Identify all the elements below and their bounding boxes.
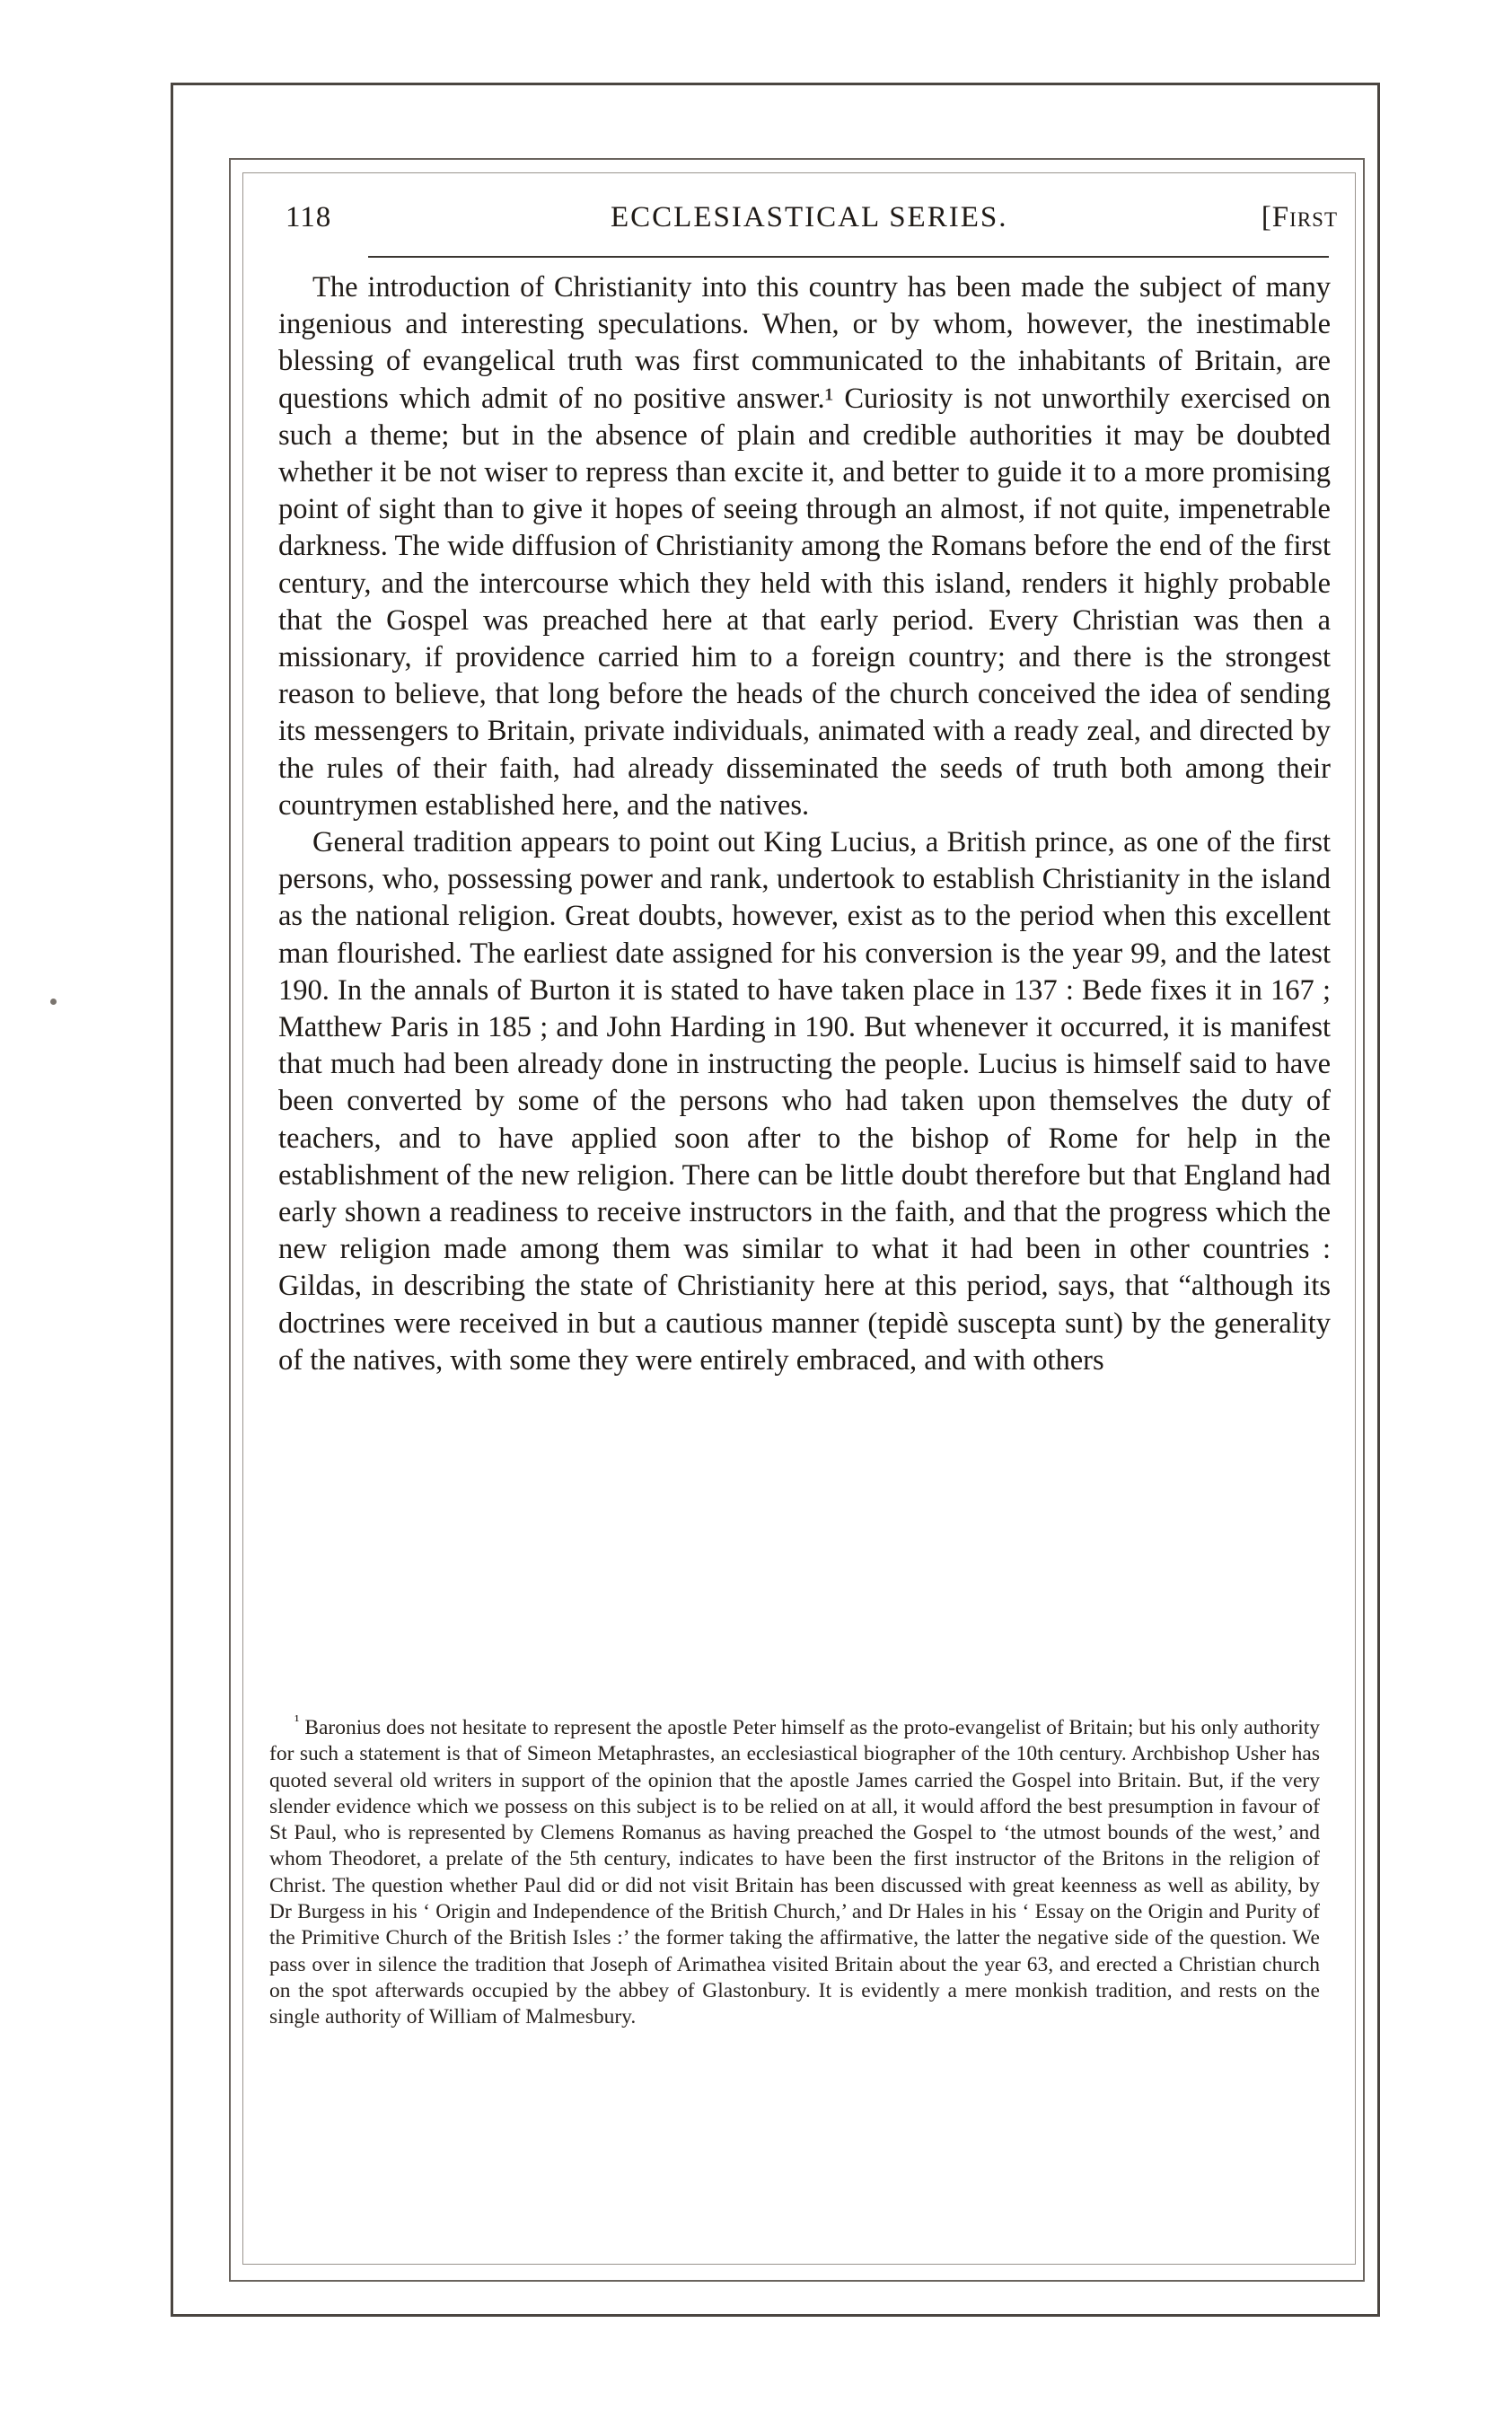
paragraph: The introduction of Christianity into this country has been made the subject of many ingenious and interesting speculations. When, or by whom, however, the inestimable blessing of evangelical truth was first communicated to the inhabitants of Britain, are questions which admit of no positive answer.¹ Curiosity is not unworthily exercised on such a theme; but in the absence of plain and credible authorities it may be doubted whether it be not wiser to repress than excite it, and better to guide it to a more promising point of sight than to give it hopes of seeing through an almost, if not quite, impenetrable darkness. The wide diffusion of Christianity among the Romans before the end of the first century, and the intercourse which they held with this island, renders it highly probable that the Gospel was preached here at that early period. Every Christian was then a missionary, if providence carried him to a foreign country; and there is the strongest reason to believe, that long before the heads of the church conceived the idea of sending its messengers to Britain, private individuals, animated with a ready zeal, and directed by the rules of their faith, had already disseminated the seeds of truth both among their countrymen established here, and the natives. xyxy=(278,271,1331,822)
header-rule xyxy=(368,256,1329,258)
paragraph: General tradition appears to point out King Lucius, a British prince, as one of the first persons, who, possessing power and rank, undertook to establish Christianity in the island as the national religion. Great doubts, however, exist as to the period when this excellent man flourished. The earliest date assigned for his conversion is the year 99, and the latest 190. In the annals of Burton it is stated to have taken place in 137 : Bede fixes it in 167 ; Matthew Paris in 185 ; and John Harding in 190. But whenever it occurred, it is manifest that much had been already done in instructing the people. Lucius is himself said to have been converted by some of the persons who had taken upon themselves the duty of teachers, and to have applied soon after to the bishop of Rome for help in the establishment of the new religion. There can be little doubt therefore but that England had early shown a readiness to receive instructors in the faith, and that the progress which the new religion made among them was similar to what it had been in other countries : Gildas, in describing the state of Christianity here at this period, says, that “although its doctrines were received in but a cautious manner (tepidè suscepta sunt) by the generality of the natives, with some they were entirely embraced, and with others xyxy=(278,826,1331,1377)
main-text xyxy=(278,269,1331,1379)
margin-dot xyxy=(50,999,57,1005)
page-header xyxy=(286,201,1338,246)
footnote-text: Baronius does not hesitate to represent the apostle Peter himself as the proto-evangelist of Britain; but his only authority for such a statement is that of Simeon Metaphrastes, an ecclesiastical biographer of the 10th century. Archbishop Usher has quoted several old writers in support of the opinion that the apostle James carried the Gospel into Britain. But, if the very slender evidence which we possess on this subject is to be relied on at all, it would afford the best presumption in favour of St Paul, who is represented by Clemens Romanus as having preached the Gospel to ‘the utmost bounds of the west,’ and whom Theodoret, a prelate of the 5th century, indicates to have been the first instructor of the Britons in the religion of Christ. The question whether Paul did or did not visit Britain has been discussed with great keenness as well as ability, by Dr Burgess in his ‘ Origin and Independence of the British Church,’ and Dr Hales in his ‘ Essay on the Origin and Purity of the Primitive Church of the British Isles :’ the former taking the affirmative, the latter the negative side of the question. We pass over in silence the tradition that Joseph of Arimathea visited Britain about the year 63, and erected a Christian church on the spot afterwards occupied by the abbey of Glastonbury. It is evidently a mere monkish tradition, and rests on the single authority of William of Malmesbury. xyxy=(269,1716,1321,2029)
section-mark: [First xyxy=(1261,201,1338,233)
footnote-mark: ¹ xyxy=(294,1712,300,1730)
footnote xyxy=(269,1712,1321,2031)
footnotes xyxy=(269,1712,1321,2031)
running-head: ECCLESIASTICAL SERIES. xyxy=(611,201,1008,233)
page-number: 118 xyxy=(286,201,332,233)
